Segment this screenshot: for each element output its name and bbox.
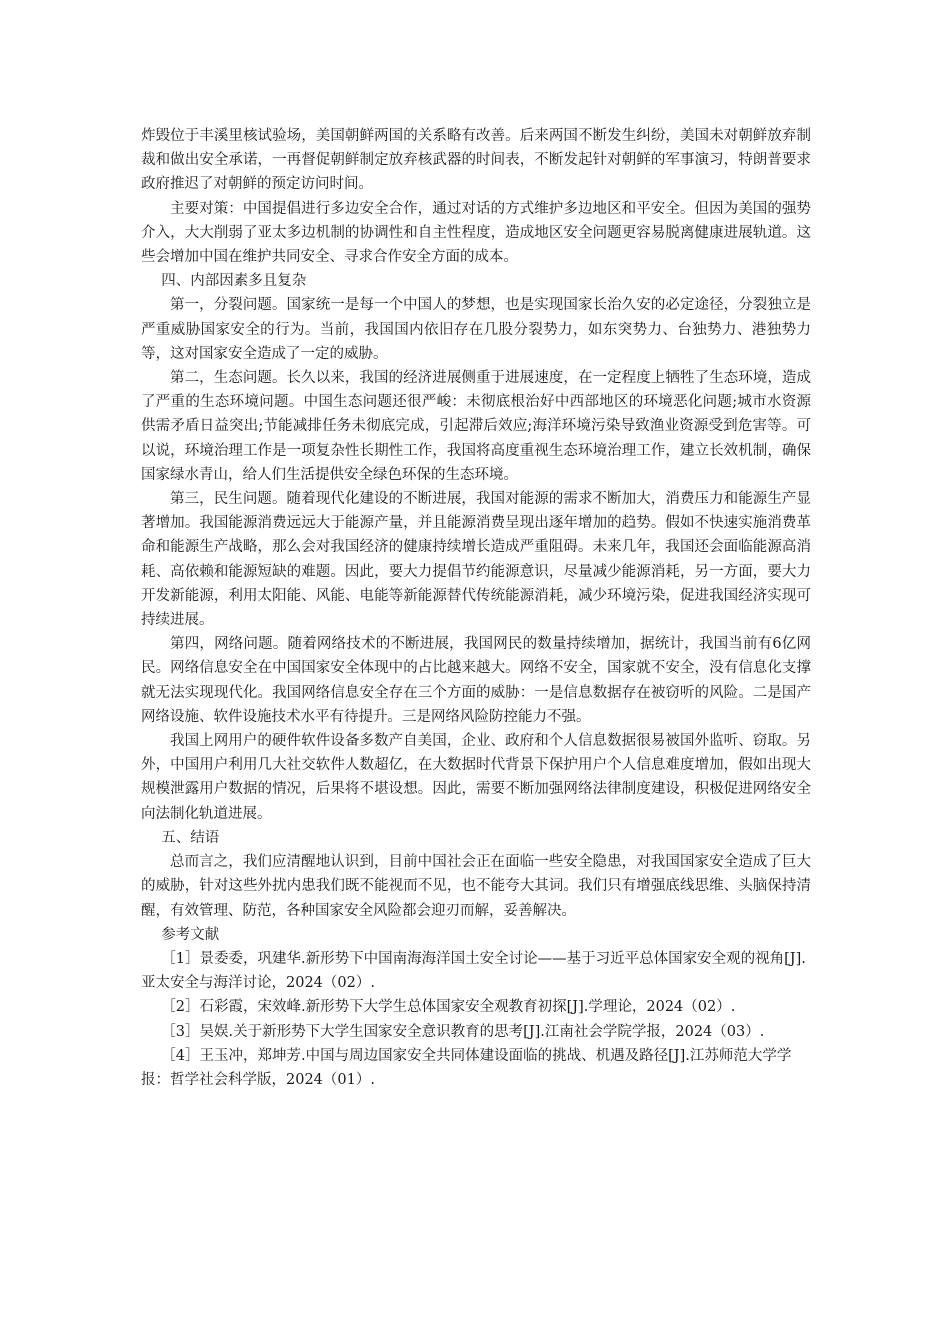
paragraph-conclusion: 总而言之，我们应清醒地认识到，目前中国社会正在面临一些安全隐患，对我国国家安全造成了巨大的威胁，针对这些外扰内患我们既不能视而不见，也不能夸大其词。我们只有增强底线思维、头脑保持清醒，有效管理、防范，各种国家安全风险都会迎刃而解，妥善解决。 bbox=[141, 854, 811, 919]
paragraph-livelihood: 第三，民生问题。随着现代化建设的不断进展，我国对能源的需求不断加大，消费压力和能源生产显著增加。我国能源消费远远大于能源产量，并且能源消费呈现出逐年增加的趋势。假如不快速实施消费革命和能源生产战略，那么会对我国经济的健康持续增长造成严重阻碍。未来几年，我国还会面临能源高消耗、高依赖和能源短缺的难题。因此，要大力提倡节约能源意识，尽量减少能源消耗，另一方面，要大力开发新能源，利用太阳能、风能、电能等新能源替代传统能源消耗，减少环境污染，促进我国经济实现可持续进展。 bbox=[141, 491, 811, 629]
paragraph-countermeasure: 主要对策：中国提倡进行多边安全合作，通过对话的方式维护多边地区和平安全。但因为美国的强势介入，大大削弱了亚太多边机制的协调性和自主性程度，造成地区安全问题更容易脱离健康进展轨道。这些会增加中国在维护共同安全、寻求合作安全方面的成本。 bbox=[141, 200, 811, 266]
reference-item: ［1］景委委，巩建华.新形势下中国南海海洋国土安全讨论——基于习近平总体国家安全观的视角[J].亚太安全与海洋讨论，2024（02）. bbox=[141, 950, 806, 992]
paragraph-continuation: 炸毁位于丰溪里核试验场，美国朝鲜两国的关系略有改善。后来两国不断发生纠纷，美国未对朝鲜放弃制裁和做出安全承诺，一再督促朝鲜制定放弃核武器的时间表，不断发起针对朝鲜的军事演习，特朗普要求政府推迟了对朝鲜的预定访问时间。 bbox=[141, 128, 811, 193]
paragraph-separatism: 第一，分裂问题。国家统一是每一个中国人的梦想，也是实现国家长治久安的必定途径，分裂独立是严重威胁国家安全的行为。当前，我国国内依旧存在几股分裂势力，如东突势力、台独势力、港独势力等，这对国家安全造成了一定的威胁。 bbox=[141, 297, 811, 362]
paragraph-network: 第四，网络问题。随着网络技术的不断进展，我国网民的数量持续增加，据统计，我国当前有6亿网民。网络信息安全在中国国家安全体现中的占比越来越大。网络不安全，国家就不安全，没有信息化支撑就无法实现现代化。我国网络信息安全存在三个方面的威胁：一是信息数据存在被窃听的风险。二是国产网络设施、软件设施技术水平有待提升。三是网络风险防控能力不强。 bbox=[141, 636, 811, 725]
reference-item: ［2］石彩霞，宋效峰.新形势下大学生总体国家安全观教育初探[J].学理论，2024（02）. bbox=[161, 999, 736, 1016]
reference-item: ［3］吴娱.关于新形势下大学生国家安全意识教育的思考[J].江南社会学院学报，2024（03）. bbox=[161, 1023, 765, 1040]
paragraph-network-2: 我国上网用户的硬件软件设备多数产自美国，企业、政府和个人信息数据很易被国外监听、窃取。另外，中国用户利用几大社交软件人数超亿，在大数据时代背景下保护用户个人信息难度增加，假如出现大规模泄露用户数据的情况，后果将不堪设想。因此，需要不断加强网络法律制度建设，积极促进网络安全向法制化轨道进展。 bbox=[141, 733, 811, 822]
references-title: 参考文献 bbox=[161, 926, 220, 943]
section-heading-5: 五、结语 bbox=[161, 829, 220, 846]
document-page bbox=[141, 124, 811, 1092]
paragraph-ecology: 第二，生态问题。长久以来，我国的经济进展侧重于进展速度，在一定程度上牺牲了生态环境，造成了严重的生态环境问题。中国生态问题还很严峻：未彻底根治好中西部地区的环境恶化问题;城市水资源供需矛盾日益突出;节能减排任务未彻底完成，引起滞后效应;海洋环境污染导致渔业资源受到危害等。可以说，环境治理工作是一项复杂性长期性工作，我国将高度重视生态环境治理工作，建立长效机制，确保国家绿水青山，给人们生活提供安全绿色环保的生态环境。 bbox=[141, 370, 811, 483]
reference-item: ［4］王玉冲，郑坤芳.中国与周边国家安全共同体建设面临的挑战、机遇及路径[J].江苏师范大学学报：哲学社会科学版，2024（01）. bbox=[141, 1047, 792, 1088]
section-heading-4: 四、内部因素多且复杂 bbox=[161, 273, 307, 290]
